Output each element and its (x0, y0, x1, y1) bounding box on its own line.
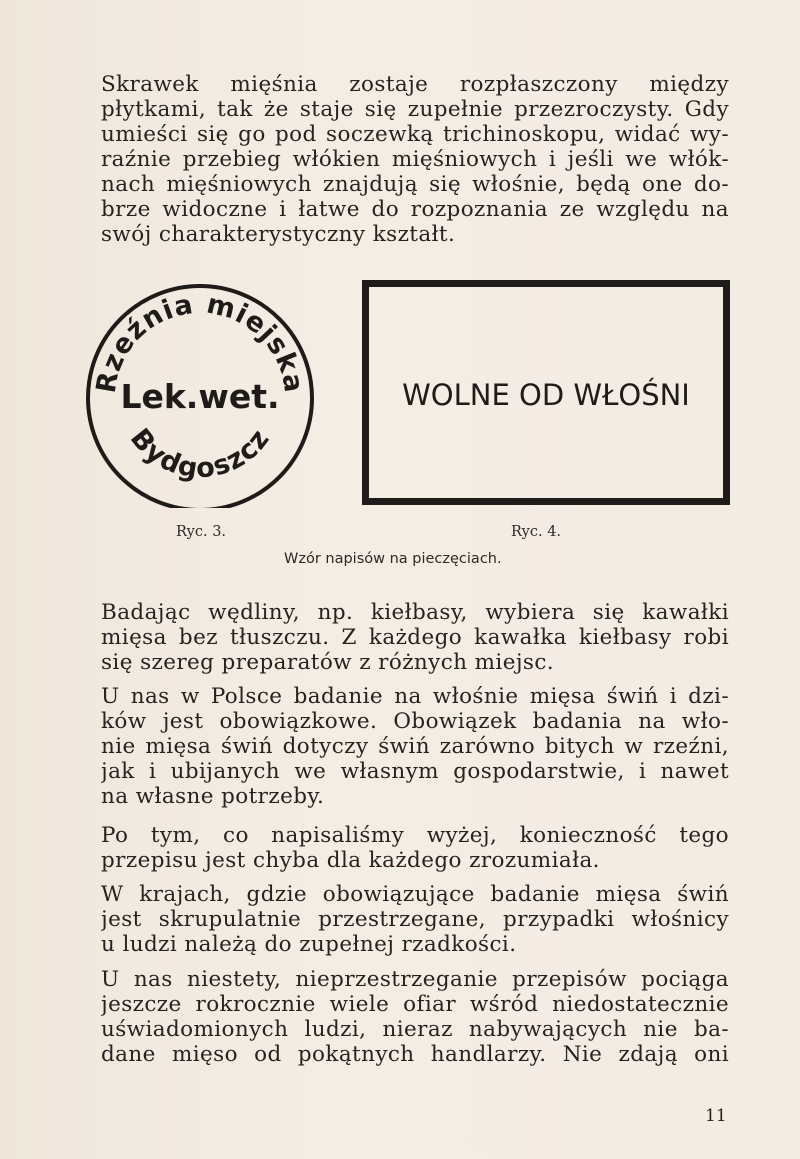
text-line: U nas niestety, nieprzestrzeganie przepisów pociąga (101, 967, 729, 992)
paragraph-4 (101, 823, 729, 873)
text-line: jest skrupulatnie przestrzegane, przypadki włośnicy (101, 907, 729, 932)
text-line: mięsa bez tłuszczu. Z każdego kawałka kiełbasy robi (101, 625, 729, 650)
caption-fig-3: Ryc. 3. (176, 524, 227, 540)
text-line: dane mięso od pokątnych handlarzy. Nie zdają oni (101, 1042, 729, 1067)
stamp-bottom-text: Bydgoszcz (123, 422, 277, 485)
text-line: nie mięsa świń dotyczy świń zarówno bitych w rzeźni, (101, 734, 729, 759)
text-line: płytkami, tak że staje się zupełnie przezroczysty. Gdy (101, 97, 729, 122)
box-stamp-text: WOLNE OD WŁOŚNI (402, 378, 690, 412)
text-line: raźnie przebieg włókien mięśniowych i jeśli we włók- (101, 147, 729, 172)
stamp-top-text: Rzeźnia miejska (90, 288, 310, 396)
text-line: brze widoczne i łatwe do rozpoznania ze względu na (101, 197, 729, 222)
paragraph-6 (101, 967, 729, 1067)
paragraph-5 (101, 882, 729, 957)
text-line: nach mięśniowych znajdują się włośnie, będą one do- (101, 172, 729, 197)
round-stamp-icon (80, 283, 340, 508)
text-line: swój charakterystyczny kształt. (101, 222, 456, 247)
text-line: Po tym, co napisaliśmy wyżej, konieczność tego (101, 823, 729, 848)
page-number: 11 (705, 1106, 727, 1126)
text-line: u ludzi należą do zupełnej rzadkości. (101, 932, 517, 957)
round-stamp-figure (80, 283, 340, 508)
text-line: Skrawek mięśnia zostaje rozpłaszczony między (101, 72, 729, 97)
caption-fig-4: Ryc. 4. (511, 524, 562, 540)
paragraph-1 (101, 72, 729, 247)
text-line: jeszcze rokrocznie wiele ofiar wśród niedostatecznie (101, 992, 729, 1017)
caption-common: Wzór napisów na pieczęciach. (284, 551, 502, 567)
box-stamp-figure (360, 278, 732, 508)
text-line: W krajach, gdzie obowiązujące badanie mięsa świń (101, 882, 729, 907)
text-line: U nas w Polsce badanie na włośnie mięsa świń i dzi- (101, 684, 729, 709)
paragraph-3 (101, 684, 729, 809)
stamp-center-text: Lek.wet. (120, 377, 280, 416)
text-line: uświadomionych ludzi, nieraz nabywających nie ba- (101, 1017, 729, 1042)
text-line: umieści się go pod soczewką trichinoskopu, widać wy- (101, 122, 729, 147)
text-line: Badając wędliny, np. kiełbasy, wybiera się kawałki (101, 600, 729, 625)
text-line: się szereg preparatów z różnych miejsc. (101, 650, 555, 675)
text-line: jak i ubijanych we własnym gospodarstwie, i nawet (101, 759, 729, 784)
text-line: ków jest obowiązkowe. Obowiązek badania na wło- (101, 709, 729, 734)
svg-text:Bydgoszcz (124, 423, 276, 485)
box-stamp-frame-icon (360, 278, 732, 508)
text-line: na własne potrzeby. (101, 784, 325, 809)
text-line: przepisu jest chyba dla każdego zrozumiała. (101, 848, 600, 873)
paragraph-2 (101, 600, 729, 675)
